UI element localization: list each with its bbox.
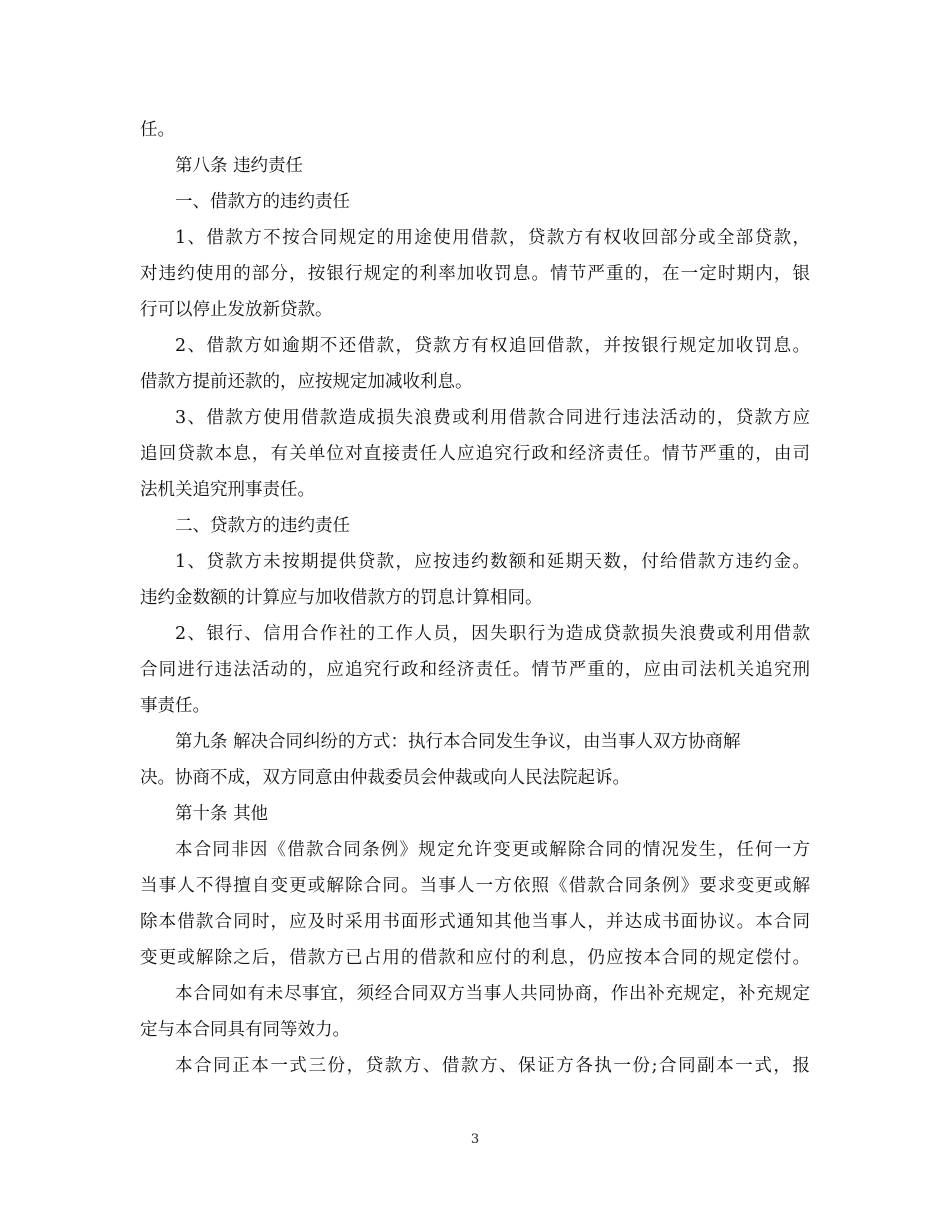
text-line: 第八条 违约责任 [175, 156, 304, 176]
text-line: 决。协商不成，双方同意由仲裁委员会仲裁或向人民法院起诉。 [140, 768, 630, 788]
text-line: 2、银行、信用合作社的工作人员，因失职行为造成贷款损失浪费或利用借款 [175, 624, 810, 644]
text-line: 合同进行违法活动的，应追究行政和经济责任。情节严重的，应由司法机关追究刑 [140, 660, 810, 680]
text-line: 1、借款方不按合同规定的用途使用借款，贷款方有权收回部分或全部贷款， [175, 228, 810, 248]
text-line: 本合同正本一式三份，贷款方、借款方、保证方各执一份;合同副本一式，报 [175, 1056, 810, 1076]
text-line: 二、贷款方的违约责任 [175, 516, 350, 536]
text-line: 事责任。 [140, 696, 210, 716]
text-line: 行可以停止发放新贷款。 [140, 300, 333, 320]
text-line: 2、借款方如逾期不还借款，贷款方有权追回借款，并按银行规定加收罚息。 [175, 336, 810, 356]
text-line: 借款方提前还款的，应按规定加减收利息。 [140, 372, 473, 392]
text-line: 法机关追究刑事责任。 [140, 480, 315, 500]
text-line: 追回贷款本息，有关单位对直接责任人应追究行政和经济责任。情节严重的，由司 [140, 444, 810, 464]
text-line: 本合同如有未尽事宜，须经合同双方当事人共同协商，作出补充规定，补充规定 [175, 984, 810, 1004]
text-line: 一、借款方的违约责任 [175, 192, 350, 212]
text-line: 任。 [140, 120, 175, 140]
text-line: 第九条 解决合同纠纷的方式：执行本合同发生争议，由当事人双方协商解 [175, 732, 741, 752]
page-number: 3 [470, 1132, 480, 1147]
text-line: 除本借款合同时，应及时采用书面形式通知其他当事人，并达成书面协议。本合同 [140, 912, 810, 932]
text-line: 对违约使用的部分，按银行规定的利率加收罚息。情节严重的，在一定时期内，银 [140, 264, 810, 284]
text-line: 违约金数额的计算应与加收借款方的罚息计算相同。 [140, 588, 543, 608]
text-line: 3、借款方使用借款造成损失浪费或利用借款合同进行违法活动的，贷款方应 [175, 408, 810, 428]
document-body [140, 112, 810, 1084]
text-line: 1、贷款方未按期提供贷款，应按违约数额和延期天数，付给借款方违约金。 [175, 552, 810, 572]
text-line: 本合同非因《借款合同条例》规定允许变更或解除合同的情况发生，任何一方 [175, 840, 810, 860]
text-line: 变更或解除之后，借款方已占用的借款和应付的利息，仍应按本合同的规定偿付。 [140, 948, 810, 968]
text-line: 第十条 其他 [175, 804, 269, 824]
text-line: 当事人不得擅自变更或解除合同。当事人一方依照《借款合同条例》要求变更或解 [140, 876, 810, 896]
text-line: 定与本合同具有同等效力。 [140, 1020, 350, 1040]
